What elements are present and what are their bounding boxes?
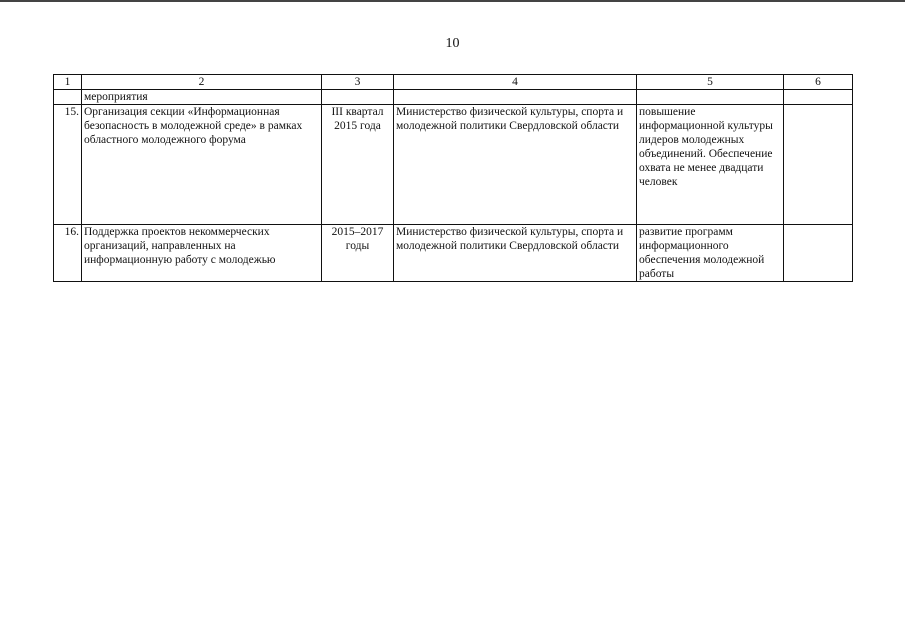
event-executor: Министерство физической культуры, спорта и молодежной политики Свердловской области — [394, 105, 637, 225]
header-cell-6: 6 — [784, 75, 853, 90]
table-row — [54, 105, 853, 225]
continuation-row — [54, 90, 853, 105]
continuation-note-cell — [784, 90, 853, 105]
continuation-text: мероприятия — [82, 90, 322, 105]
continuation-period-cell — [322, 90, 394, 105]
header-cell-3: 3 — [322, 75, 394, 90]
header-row — [54, 75, 853, 90]
page-number: 10 — [445, 36, 460, 51]
header-cell-2: 2 — [82, 75, 322, 90]
event-period: III квартал 2015 года — [322, 105, 394, 225]
row-number: 16. — [54, 225, 82, 282]
event-name: Организация секции «Информационная безопасность в молодежной среде» в рамках областного молодежного форума — [82, 105, 322, 225]
continuation-result-cell — [637, 90, 784, 105]
event-result: повышение информационной культуры лидеров молодежных объединений. Обеспечение охвата не менее двадцати человек — [637, 105, 784, 225]
event-result: развитие программ информационного обеспечения молодежной работы — [637, 225, 784, 282]
row-number: 15. — [54, 105, 82, 225]
top-scan-edge — [0, 0, 905, 2]
header-cell-1: 1 — [54, 75, 82, 90]
event-name: Поддержка проектов некоммерческих организаций, направленных на информационную работу с молодежью — [82, 225, 322, 282]
event-period: 2015–2017 годы — [322, 225, 394, 282]
events-table — [53, 74, 853, 282]
header-cell-5: 5 — [637, 75, 784, 90]
event-note — [784, 105, 853, 225]
continuation-executor-cell — [394, 90, 637, 105]
table-row — [54, 225, 853, 282]
header-cell-4: 4 — [394, 75, 637, 90]
continuation-num-cell — [54, 90, 82, 105]
event-executor: Министерство физической культуры, спорта и молодежной политики Свердловской области — [394, 225, 637, 282]
event-note — [784, 225, 853, 282]
